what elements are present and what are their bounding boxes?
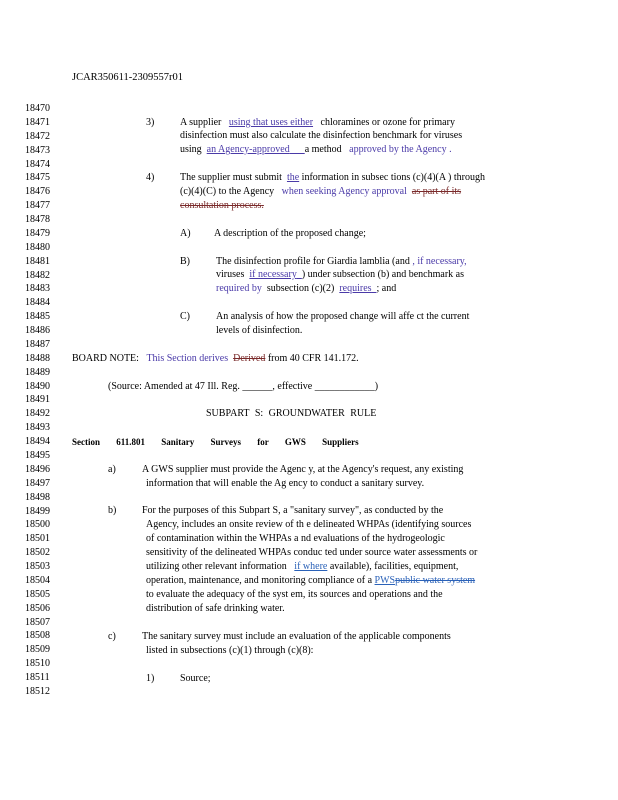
subsection-b-line-6: operation, maintenance, and monitoring compliance of a PWSpublic water system (146, 575, 476, 586)
document-id: JCAR350611-2309557r01 (72, 72, 184, 83)
subsection-b-line-5: utilizing other relevant information if where available), facilities, equipment, (146, 561, 459, 572)
item-C-line-2: levels of disinfection. (216, 325, 303, 336)
item-B-line-3: required by subsection (c)(2) requires ; and (216, 283, 397, 294)
inserted-text: if where (294, 561, 328, 572)
line-number: 18506 (25, 602, 50, 614)
deleted-text: public water system (395, 575, 476, 586)
line-number: 18475 (25, 172, 50, 184)
inserted-text: required by (216, 283, 262, 294)
line-number: 18499 (25, 505, 50, 517)
line-number: 18485 (25, 311, 50, 323)
item-C-line-1: An analysis of how the proposed change will affe ct the current (216, 311, 470, 322)
line-number: 18478 (25, 214, 50, 226)
item-4-line-1: The supplier must submit the information in subsec tions (c)(4)(A ) through (180, 172, 485, 183)
line-number: 18471 (25, 116, 50, 128)
inserted-text: the (286, 172, 300, 183)
line-number: 18482 (25, 269, 50, 281)
line-number: 18504 (25, 574, 50, 586)
line-number: 18477 (25, 200, 50, 212)
subsection-a-number: a) (108, 464, 116, 475)
inserted-text: , if necessary, (412, 256, 467, 267)
line-number: 18472 (25, 130, 50, 142)
subpart-heading: SUBPART S: GROUNDWATER RULE (206, 408, 377, 419)
line-number: 18470 (25, 103, 50, 114)
subsection-b-line-4: sensitivity of the delineated WHPAs conduc ted under source water assessments or (146, 547, 478, 558)
inserted-text: approved by the Agency (349, 144, 447, 155)
inserted-text: PWS (374, 575, 396, 586)
line-number: 18511 (25, 672, 50, 684)
line-number: 18480 (25, 241, 50, 253)
item-4-line-3: consultation process. (180, 200, 264, 211)
item-4-number: 4) (146, 172, 155, 183)
item-B-line-2: viruses if necessary ) under subsection (b) and benchmark as (216, 269, 464, 280)
line-number: 18507 (25, 616, 50, 628)
inserted-text: This Section derives (146, 353, 229, 364)
line-number: 18490 (25, 380, 50, 392)
subsection-b-line-1: For the purposes of this Subpart S, a "sanitary survey", as conducted by the (142, 505, 444, 516)
line-number: 18503 (25, 561, 50, 573)
item-C-number: C) (180, 311, 190, 322)
line-number: 18483 (25, 283, 50, 295)
source-note: (Source: Amended at 47 Ill. Reg. ______, effective ____________) (108, 381, 379, 392)
inserted-text: requires (339, 283, 372, 294)
inserted-text: using that uses either (228, 117, 314, 128)
item-3-number: 3) (146, 117, 155, 128)
line-number: 18493 (25, 422, 50, 434)
line-number: 18489 (25, 366, 50, 378)
line-number: 18497 (25, 477, 50, 489)
item-3-line-1: A supplier using that uses either chloramines or ozone for primary (180, 117, 455, 128)
line-number: 18484 (25, 297, 50, 309)
subsection-a-line-1: A GWS supplier must provide the Agenc y, at the Agency's request, any existing (142, 464, 464, 475)
line-number: 18508 (25, 630, 50, 642)
line-number: 18494 (25, 436, 50, 448)
subsection-b-number: b) (108, 505, 117, 516)
subsection-c-line-2: listed in subsections (c)(1) through (c)(8): (146, 645, 314, 656)
subsection-b-line-7: to evaluate the adequacy of the syst em, its sources and operations and the (146, 589, 443, 600)
item-4-line-2: (c)(4)(C) to the Agency when seeking Agency approval as part of its (180, 186, 462, 197)
line-number: 18476 (25, 186, 50, 198)
line-number: 18498 (25, 491, 50, 503)
board-note: BOARD NOTE: This Section derives Derived from 40 CFR 141.172. (72, 353, 359, 364)
deleted-text: consultation process (180, 200, 262, 211)
item-B-line-1: The disinfection profile for Giardia lamblia (and , if necessary, (216, 256, 467, 267)
section-heading: Section 611.801 Sanitary Surveys for GWS Suppliers (72, 437, 359, 447)
line-number: 18502 (25, 547, 50, 559)
line-number: 18509 (25, 644, 50, 656)
line-number: 18510 (25, 658, 50, 670)
subsection-c-line-1: The sanitary survey must include an evaluation of the applicable components (142, 631, 451, 642)
line-number: 18512 (25, 685, 50, 697)
subsection-c-number: c) (108, 631, 116, 642)
line-number: 18474 (25, 158, 50, 170)
inserted-text: when seeking Agency approval (281, 186, 407, 197)
item-c1-number: 1) (146, 673, 155, 684)
inserted-text: an Agency-approved (206, 144, 290, 155)
item-3-line-3: using an Agency-approved a method approved by the Agency . (180, 144, 452, 155)
line-number: 18491 (25, 394, 50, 406)
line-number: 18479 (25, 227, 50, 239)
subsection-b-line-8: distribution of safe drinking water. (146, 603, 285, 614)
line-number: 18496 (25, 463, 50, 475)
subsection-b-line-3: of contamination within the WHPAs a nd evaluations of the hydrogeologic (146, 533, 445, 544)
line-number: 18473 (25, 144, 50, 156)
line-number: 18486 (25, 325, 50, 337)
line-number: 18501 (25, 533, 50, 545)
subsection-b-line-2: Agency, includes an onsite review of th e delineated WHPAs (identifying sources (146, 519, 472, 530)
item-A-number: A) (180, 228, 191, 239)
line-number: 18481 (25, 255, 50, 267)
line-number: 18500 (25, 519, 50, 531)
line-number: 18505 (25, 588, 50, 600)
line-number: 18488 (25, 352, 50, 364)
subsection-a-line-2: information that will enable the Ag ency to conduct a sanitary survey. (146, 478, 425, 489)
deleted-text: as part of its (411, 186, 462, 197)
item-c1-text: Source; (180, 673, 211, 684)
line-number: 18487 (25, 338, 50, 350)
inserted-text: if necessary (249, 269, 297, 280)
line-number: 18492 (25, 408, 50, 420)
item-B-number: B) (180, 256, 190, 267)
deleted-text: Derived (233, 353, 266, 364)
item-3-line-2: disinfection must also calculate the disinfection benchmark for viruses (180, 130, 463, 141)
item-A-text: A description of the proposed change; (214, 228, 366, 239)
line-number: 18495 (25, 450, 50, 461)
